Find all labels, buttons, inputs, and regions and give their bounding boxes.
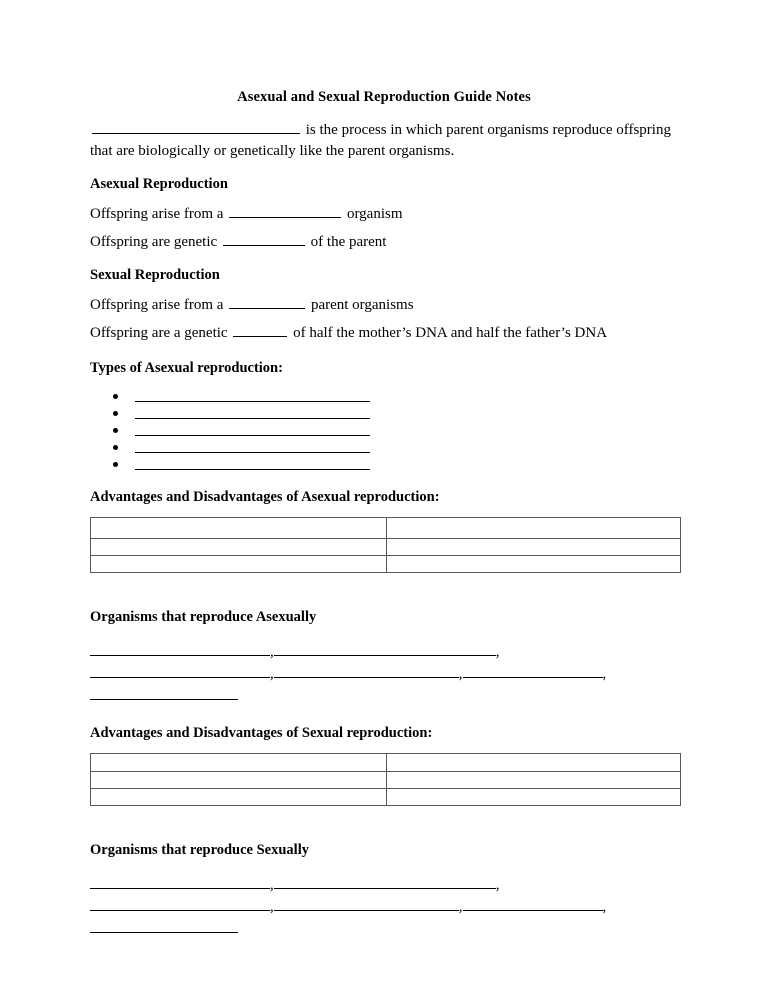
separator-comma: ,: [602, 899, 607, 916]
bullet-blank[interactable]: [135, 456, 370, 470]
separator-comma: ,: [270, 666, 274, 683]
spacer: [90, 707, 678, 723]
intro-blank[interactable]: [92, 121, 300, 134]
asexual-line-1: [90, 204, 678, 225]
bullet-icon: [113, 445, 118, 450]
organism-blank[interactable]: [90, 641, 270, 656]
table-cell[interactable]: [91, 539, 387, 556]
table-cell[interactable]: [387, 772, 681, 789]
organism-blank[interactable]: [463, 896, 603, 911]
list-item: [90, 422, 678, 439]
table-cell[interactable]: [91, 556, 387, 573]
bullet-blank[interactable]: [135, 388, 370, 402]
bullet-blank[interactable]: [135, 422, 370, 436]
organism-blank[interactable]: [463, 663, 603, 678]
bullet-icon: [113, 462, 118, 467]
separator-comma: ,: [495, 877, 500, 894]
intro-paragraph: [90, 120, 678, 162]
list-item: [90, 456, 678, 473]
organism-blank[interactable]: [90, 918, 238, 933]
heading-types-of-asexual-reproduction: Types of Asexual reproduction:: [90, 360, 283, 377]
blank-line-row: [90, 685, 678, 707]
organism-blank[interactable]: [274, 663, 459, 678]
organism-blank[interactable]: [90, 896, 270, 911]
blank-line-row: [90, 641, 678, 663]
sexual-line-1-before: Offspring arise from a: [90, 297, 228, 314]
table-cell[interactable]: [91, 772, 387, 789]
asexual-line-1-blank[interactable]: [229, 205, 341, 218]
table-cell[interactable]: [387, 539, 681, 556]
blank-line-row: [90, 896, 678, 918]
table-row: [91, 556, 681, 573]
sexual-advantages-table: [90, 753, 681, 806]
table-cell[interactable]: [91, 518, 387, 539]
table-cell[interactable]: [91, 754, 387, 772]
table-row: [91, 518, 681, 539]
heading-sexual-reproduction: Sexual Reproduction: [90, 267, 220, 284]
organism-blank[interactable]: [90, 874, 270, 889]
asexual-line-2: [90, 232, 678, 253]
sexual-line-2-before: Offspring are a genetic: [90, 325, 232, 342]
heading-asexual-advantages-disadvantages: Advantages and Disadvantages of Asexual reproduction:: [90, 489, 440, 506]
asexual-line-2-before: Offspring are genetic: [90, 234, 221, 251]
sexual-organisms-blanks: [90, 874, 678, 940]
sexual-line-2: [90, 323, 678, 344]
table-cell[interactable]: [91, 789, 387, 806]
table-row: [91, 772, 681, 789]
bullet-icon: [113, 411, 118, 416]
list-item: [90, 405, 678, 422]
types-bullet-list: [90, 388, 678, 473]
sexual-line-2-blank[interactable]: [233, 324, 287, 337]
separator-comma: ,: [458, 899, 463, 916]
heading-organisms-reproduce-sexually: Organisms that reproduce Sexually: [90, 842, 309, 859]
organism-blank[interactable]: [274, 874, 496, 889]
spacer: [90, 573, 678, 607]
asexual-line-1-before: Offspring arise from a: [90, 206, 228, 223]
organism-blank[interactable]: [90, 685, 238, 700]
intro-text: is the process in which parent organisms reproduce offspring that are biologically or genetically like the parent organisms.: [90, 122, 671, 160]
bullet-blank[interactable]: [135, 405, 370, 419]
table-cell[interactable]: [387, 518, 681, 539]
sexual-line-1-after: parent organisms: [307, 297, 414, 314]
heading-organisms-reproduce-asexually: Organisms that reproduce Asexually: [90, 609, 317, 626]
blank-line-row: [90, 663, 678, 685]
separator-comma: ,: [270, 644, 274, 661]
bullet-blank[interactable]: [135, 439, 370, 453]
organism-blank[interactable]: [90, 663, 270, 678]
asexual-line-2-after: of the parent: [306, 234, 387, 251]
table-cell[interactable]: [387, 556, 681, 573]
sexual-line-1: [90, 295, 678, 316]
table-cell[interactable]: [387, 754, 681, 772]
page-title: Asexual and Sexual Reproduction Guide Notes: [237, 89, 531, 105]
separator-comma: ,: [270, 899, 274, 916]
organism-blank[interactable]: [274, 896, 459, 911]
separator-comma: ,: [495, 644, 500, 661]
list-item: [90, 388, 678, 405]
asexual-line-1-after: organism: [343, 206, 403, 223]
document-body: [90, 88, 678, 940]
heading-sexual-advantages-disadvantages: Advantages and Disadvantages of Sexual reproduction:: [90, 725, 433, 742]
asexual-line-2-blank[interactable]: [223, 233, 305, 246]
asexual-organisms-blanks: [90, 641, 678, 707]
separator-comma: ,: [458, 666, 463, 683]
organism-blank[interactable]: [274, 641, 496, 656]
table-row: [91, 789, 681, 806]
bullet-icon: [113, 394, 118, 399]
blank-line-row: [90, 874, 678, 896]
table-cell[interactable]: [387, 789, 681, 806]
heading-asexual-reproduction: Asexual Reproduction: [90, 176, 228, 193]
table-row: [91, 754, 681, 772]
separator-comma: ,: [602, 666, 607, 683]
table-row: [91, 539, 681, 556]
spacer: [90, 806, 678, 840]
asexual-advantages-table: [90, 517, 681, 573]
separator-comma: ,: [270, 877, 274, 894]
bullet-icon: [113, 428, 118, 433]
list-item: [90, 439, 678, 456]
sexual-line-1-blank[interactable]: [229, 296, 305, 309]
sexual-line-2-after: of half the mother’s DNA and half the father’s DNA: [289, 325, 608, 342]
blank-line-row: [90, 918, 678, 940]
